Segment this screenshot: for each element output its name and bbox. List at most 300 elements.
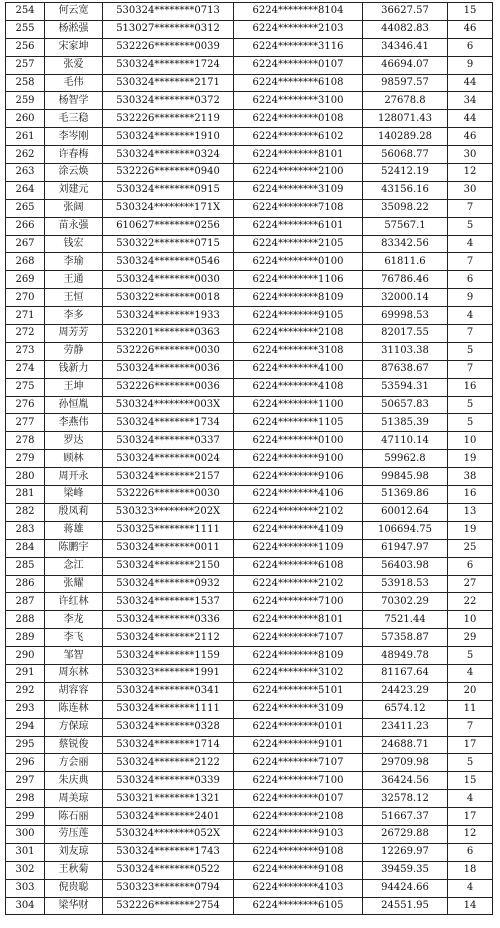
count-cell: 44 [448,74,493,92]
bank-card-number-cell: 6224********6108 [234,557,363,575]
row-number-cell: 263 [6,164,45,182]
id-number-cell: 530324********1111 [103,700,234,718]
id-number-cell: 530324********0341 [103,682,234,700]
count-cell: 14 [448,897,493,915]
id-number-cell: 530324********2157 [103,468,234,486]
row-number-cell: 260 [6,110,45,128]
bank-card-number-cell: 6224********9103 [234,825,363,843]
amount-cell: 50657.83 [363,396,448,414]
table-row [6,575,493,593]
row-number-cell: 271 [6,307,45,325]
person-name-cell: 刘友琼 [45,843,103,861]
count-cell: 5 [448,342,493,360]
person-name-cell: 梁华财 [45,897,103,915]
bank-card-number-cell: 6224********4100 [234,360,363,378]
row-number-cell: 280 [6,468,45,486]
person-name-cell: 杨智学 [45,92,103,110]
table-row [6,414,493,432]
person-name-cell: 罗达 [45,432,103,450]
bank-card-number-cell: 6224********3116 [234,38,363,56]
person-name-cell: 涂云焕 [45,164,103,182]
amount-cell: 35098.22 [363,199,448,217]
bank-card-number-cell: 6224********0107 [234,56,363,74]
id-number-cell: 532226********2754 [103,897,234,915]
row-number-cell: 264 [6,181,45,199]
row-number-cell: 267 [6,235,45,253]
amount-cell: 51369.86 [363,486,448,504]
amount-cell: 31103.38 [363,342,448,360]
table-row [6,360,493,378]
amount-cell: 56068.77 [363,146,448,164]
row-number-cell: 301 [6,843,45,861]
id-number-cell: 530324********0932 [103,575,234,593]
amount-cell: 51667.37 [363,808,448,826]
amount-cell: 83342.56 [363,235,448,253]
table-row [6,593,493,611]
id-number-cell: 530324********0328 [103,718,234,736]
id-number-cell: 530324********1743 [103,843,234,861]
table-row [6,325,493,343]
amount-cell: 24551.95 [363,897,448,915]
table-row [6,342,493,360]
id-number-cell: 530324********1714 [103,736,234,754]
table-row [6,790,493,808]
bank-card-number-cell: 6224********8109 [234,289,363,307]
table-row [6,181,493,199]
table-row [6,289,493,307]
id-number-cell: 530324********1734 [103,414,234,432]
amount-cell: 59962.8 [363,450,448,468]
bank-card-number-cell: 6224********7108 [234,199,363,217]
row-number-cell: 274 [6,360,45,378]
bank-card-number-cell: 6224********3100 [234,92,363,110]
count-cell: 7 [448,718,493,736]
count-cell: 6 [448,271,493,289]
row-number-cell: 273 [6,342,45,360]
count-cell: 27 [448,575,493,593]
amount-cell: 32000.14 [363,289,448,307]
person-name-cell: 李岑刚 [45,128,103,146]
count-cell: 15 [448,772,493,790]
amount-cell: 24423.29 [363,682,448,700]
count-cell: 4 [448,879,493,897]
count-cell: 9 [448,289,493,307]
count-cell: 30 [448,181,493,199]
bank-card-number-cell: 6224********8101 [234,146,363,164]
count-cell: 4 [448,790,493,808]
person-name-cell: 张爱 [45,56,103,74]
amount-cell: 34346.41 [363,38,448,56]
amount-cell: 82017.55 [363,325,448,343]
amount-cell: 48949.78 [363,647,448,665]
count-cell: 9 [448,56,493,74]
person-name-cell: 李瑜 [45,253,103,271]
bank-card-number-cell: 6224********4108 [234,378,363,396]
count-cell: 5 [448,647,493,665]
table-row [6,700,493,718]
id-number-cell: 532226********0030 [103,342,234,360]
count-cell: 16 [448,486,493,504]
table-row [6,486,493,504]
table-row [6,682,493,700]
count-cell: 16 [448,378,493,396]
person-name-cell: 孙恒胤 [45,396,103,414]
count-cell: 5 [448,754,493,772]
count-cell: 34 [448,92,493,110]
row-number-cell: 261 [6,128,45,146]
bank-card-number-cell: 6224********2105 [234,235,363,253]
person-name-cell: 方会丽 [45,754,103,772]
person-name-cell: 何云宽 [45,3,103,21]
bank-card-number-cell: 6224********3102 [234,664,363,682]
row-number-cell: 278 [6,432,45,450]
person-name-cell: 钱宏 [45,235,103,253]
id-number-cell: 530321********1321 [103,790,234,808]
count-cell: 7 [448,199,493,217]
id-number-cell: 532226********0039 [103,38,234,56]
bank-card-number-cell: 6224********2103 [234,20,363,38]
table-row [6,772,493,790]
person-name-cell: 苗永强 [45,217,103,235]
count-cell: 6 [448,843,493,861]
amount-cell: 52412.19 [363,164,448,182]
row-number-cell: 282 [6,503,45,521]
table-row [6,664,493,682]
table-row [6,199,493,217]
row-number-cell: 295 [6,736,45,754]
id-number-cell: 530324********171X [103,199,234,217]
row-number-cell: 255 [6,20,45,38]
id-number-cell: 530324********2171 [103,74,234,92]
count-cell: 4 [448,307,493,325]
id-number-cell: 530322********0018 [103,289,234,307]
amount-cell: 99845.98 [363,468,448,486]
bank-card-number-cell: 6224********6108 [234,74,363,92]
amount-cell: 36424.56 [363,772,448,790]
bank-card-number-cell: 6224********1100 [234,396,363,414]
person-name-cell: 许春梅 [45,146,103,164]
payment-roster-table [5,2,493,915]
table-row [6,164,493,182]
person-name-cell: 殷凤莉 [45,503,103,521]
id-number-cell: 530324********2122 [103,754,234,772]
person-name-cell: 王通 [45,271,103,289]
count-cell: 6 [448,557,493,575]
row-number-cell: 287 [6,593,45,611]
table-row [6,754,493,772]
id-number-cell: 530323********202X [103,503,234,521]
count-cell: 29 [448,629,493,647]
amount-cell: 43156.16 [363,181,448,199]
person-name-cell: 周东林 [45,664,103,682]
bank-card-number-cell: 6224********0100 [234,253,363,271]
amount-cell: 6574.12 [363,700,448,718]
table-row [6,235,493,253]
person-name-cell: 刘建元 [45,181,103,199]
id-number-cell: 530324********0337 [103,432,234,450]
table-row [6,271,493,289]
table-row [6,396,493,414]
count-cell: 5 [448,217,493,235]
id-number-cell: 513027********0312 [103,20,234,38]
bank-card-number-cell: 6224********9106 [234,468,363,486]
count-cell: 10 [448,432,493,450]
amount-cell: 46694.07 [363,56,448,74]
amount-cell: 44082.83 [363,20,448,38]
table-row [6,56,493,74]
bank-card-number-cell: 6224********6105 [234,897,363,915]
row-number-cell: 291 [6,664,45,682]
id-number-cell: 530324********0324 [103,146,234,164]
bank-card-number-cell: 6224********2108 [234,325,363,343]
id-number-cell: 530324********1933 [103,307,234,325]
count-cell: 7 [448,325,493,343]
table-row [6,450,493,468]
id-number-cell: 530324********0036 [103,360,234,378]
bank-card-number-cell: 6224********6101 [234,217,363,235]
bank-card-number-cell: 6224********4103 [234,879,363,897]
id-number-cell: 530324********0030 [103,271,234,289]
bank-card-number-cell: 6224********9108 [234,861,363,879]
amount-cell: 81167.64 [363,664,448,682]
amount-cell: 53594.31 [363,378,448,396]
table-row [6,503,493,521]
id-number-cell: 530324********2401 [103,808,234,826]
amount-cell: 61811.6 [363,253,448,271]
person-name-cell: 邹智 [45,647,103,665]
count-cell: 4 [448,664,493,682]
bank-card-number-cell: 6224********9101 [234,736,363,754]
table-row [6,146,493,164]
person-name-cell: 方保琼 [45,718,103,736]
table-row [6,647,493,665]
row-number-cell: 272 [6,325,45,343]
count-cell: 44 [448,110,493,128]
id-number-cell: 530324********0336 [103,611,234,629]
amount-cell: 60012.64 [363,503,448,521]
row-number-cell: 284 [6,539,45,557]
count-cell: 6 [448,38,493,56]
id-number-cell: 530322********0715 [103,235,234,253]
table-row [6,110,493,128]
count-cell: 20 [448,682,493,700]
person-name-cell: 王坤 [45,378,103,396]
count-cell: 5 [448,396,493,414]
person-name-cell: 梁峰 [45,486,103,504]
id-number-cell: 530324********0339 [103,772,234,790]
table-row [6,128,493,146]
row-number-cell: 285 [6,557,45,575]
person-name-cell: 周开永 [45,468,103,486]
table-row [6,378,493,396]
bank-card-number-cell: 6224********1109 [234,539,363,557]
table-row [6,736,493,754]
id-number-cell: 530324********052X [103,825,234,843]
person-name-cell: 劳静 [45,342,103,360]
row-number-cell: 297 [6,772,45,790]
table-row [6,557,493,575]
id-number-cell: 530323********1991 [103,664,234,682]
person-name-cell: 李飞 [45,629,103,647]
bank-card-number-cell: 6224********2102 [234,575,363,593]
table-row [6,468,493,486]
roster-body [6,3,493,915]
row-number-cell: 268 [6,253,45,271]
id-number-cell: 530324********1724 [103,56,234,74]
bank-card-number-cell: 6224********4106 [234,486,363,504]
amount-cell: 98597.57 [363,74,448,92]
amount-cell: 23411.23 [363,718,448,736]
row-number-cell: 288 [6,611,45,629]
bank-card-number-cell: 6224********2102 [234,503,363,521]
bank-card-number-cell: 6224********8109 [234,647,363,665]
amount-cell: 36627.57 [363,3,448,21]
bank-card-number-cell: 6224********1105 [234,414,363,432]
amount-cell: 94424.66 [363,879,448,897]
person-name-cell: 蔡锐俊 [45,736,103,754]
amount-cell: 27678.8 [363,92,448,110]
row-number-cell: 276 [6,396,45,414]
row-number-cell: 281 [6,486,45,504]
count-cell: 17 [448,808,493,826]
row-number-cell: 304 [6,897,45,915]
row-number-cell: 269 [6,271,45,289]
count-cell: 46 [448,128,493,146]
table-row [6,217,493,235]
bank-card-number-cell: 6224********6102 [234,128,363,146]
count-cell: 22 [448,593,493,611]
bank-card-number-cell: 6224********2100 [234,164,363,182]
person-name-cell: 李多 [45,307,103,325]
amount-cell: 51385.39 [363,414,448,432]
bank-card-number-cell: 6224********9100 [234,450,363,468]
person-name-cell: 张耀 [45,575,103,593]
table-row [6,843,493,861]
id-number-cell: 530324********0024 [103,450,234,468]
amount-cell: 24688.71 [363,736,448,754]
person-name-cell: 胡容容 [45,682,103,700]
table-row [6,307,493,325]
id-number-cell: 532201********0363 [103,325,234,343]
bank-card-number-cell: 6224********9105 [234,307,363,325]
id-number-cell: 530324********2112 [103,629,234,647]
count-cell: 17 [448,736,493,754]
amount-cell: 57567.1 [363,217,448,235]
person-name-cell: 蒋雄 [45,521,103,539]
count-cell: 19 [448,450,493,468]
count-cell: 18 [448,861,493,879]
row-number-cell: 266 [6,217,45,235]
bank-card-number-cell: 6224********7107 [234,629,363,647]
row-number-cell: 254 [6,3,45,21]
count-cell: 38 [448,468,493,486]
person-name-cell: 张阔 [45,199,103,217]
row-number-cell: 300 [6,825,45,843]
row-number-cell: 258 [6,74,45,92]
row-number-cell: 270 [6,289,45,307]
bank-card-number-cell: 6224********5101 [234,682,363,700]
table-row [6,861,493,879]
person-name-cell: 顾林 [45,450,103,468]
bank-card-number-cell: 6224********0100 [234,432,363,450]
amount-cell: 128071.43 [363,110,448,128]
row-number-cell: 299 [6,808,45,826]
person-name-cell: 宋家坤 [45,38,103,56]
row-number-cell: 279 [6,450,45,468]
amount-cell: 29709.98 [363,754,448,772]
id-number-cell: 530324********0546 [103,253,234,271]
count-cell: 13 [448,503,493,521]
row-number-cell: 298 [6,790,45,808]
id-number-cell: 530324********0522 [103,861,234,879]
count-cell: 7 [448,253,493,271]
amount-cell: 57358.87 [363,629,448,647]
person-name-cell: 毛伟 [45,74,103,92]
bank-card-number-cell: 6224********8101 [234,611,363,629]
bank-card-number-cell: 6224********1106 [234,271,363,289]
bank-card-number-cell: 6224********3108 [234,342,363,360]
person-name-cell: 陈鹏宇 [45,539,103,557]
bank-card-number-cell: 6224********2108 [234,808,363,826]
id-number-cell: 532226********2119 [103,110,234,128]
table-row [6,253,493,271]
amount-cell: 12269.97 [363,843,448,861]
bank-card-number-cell: 6224********9108 [234,843,363,861]
table-row [6,611,493,629]
id-number-cell: 530324********1910 [103,128,234,146]
bank-card-number-cell: 6224********0108 [234,110,363,128]
row-number-cell: 277 [6,414,45,432]
table-row [6,718,493,736]
id-number-cell: 610627********0256 [103,217,234,235]
person-name-cell: 许红林 [45,593,103,611]
table-row [6,629,493,647]
id-number-cell: 532226********0036 [103,378,234,396]
amount-cell: 56403.98 [363,557,448,575]
amount-cell: 70302.29 [363,593,448,611]
person-name-cell: 周美琼 [45,790,103,808]
id-number-cell: 530325********1111 [103,521,234,539]
table-row [6,3,493,21]
row-number-cell: 296 [6,754,45,772]
amount-cell: 69998.53 [363,307,448,325]
person-name-cell: 倪贵聪 [45,879,103,897]
table-row [6,521,493,539]
person-name-cell: 念江 [45,557,103,575]
id-number-cell: 530323********0794 [103,879,234,897]
row-number-cell: 292 [6,682,45,700]
count-cell: 7 [448,360,493,378]
row-number-cell: 286 [6,575,45,593]
person-name-cell: 劳压莲 [45,825,103,843]
count-cell: 10 [448,611,493,629]
id-number-cell: 532226********0030 [103,486,234,504]
count-cell: 12 [448,164,493,182]
bank-card-number-cell: 6224********8104 [234,3,363,21]
table-row [6,38,493,56]
amount-cell: 39459.35 [363,861,448,879]
table-row [6,879,493,897]
row-number-cell: 259 [6,92,45,110]
id-number-cell: 532226********0940 [103,164,234,182]
id-number-cell: 530324********1537 [103,593,234,611]
person-name-cell: 朱庆典 [45,772,103,790]
table-row [6,92,493,110]
id-number-cell: 530324********0372 [103,92,234,110]
table-row [6,825,493,843]
bank-card-number-cell: 6224********7107 [234,754,363,772]
row-number-cell: 302 [6,861,45,879]
